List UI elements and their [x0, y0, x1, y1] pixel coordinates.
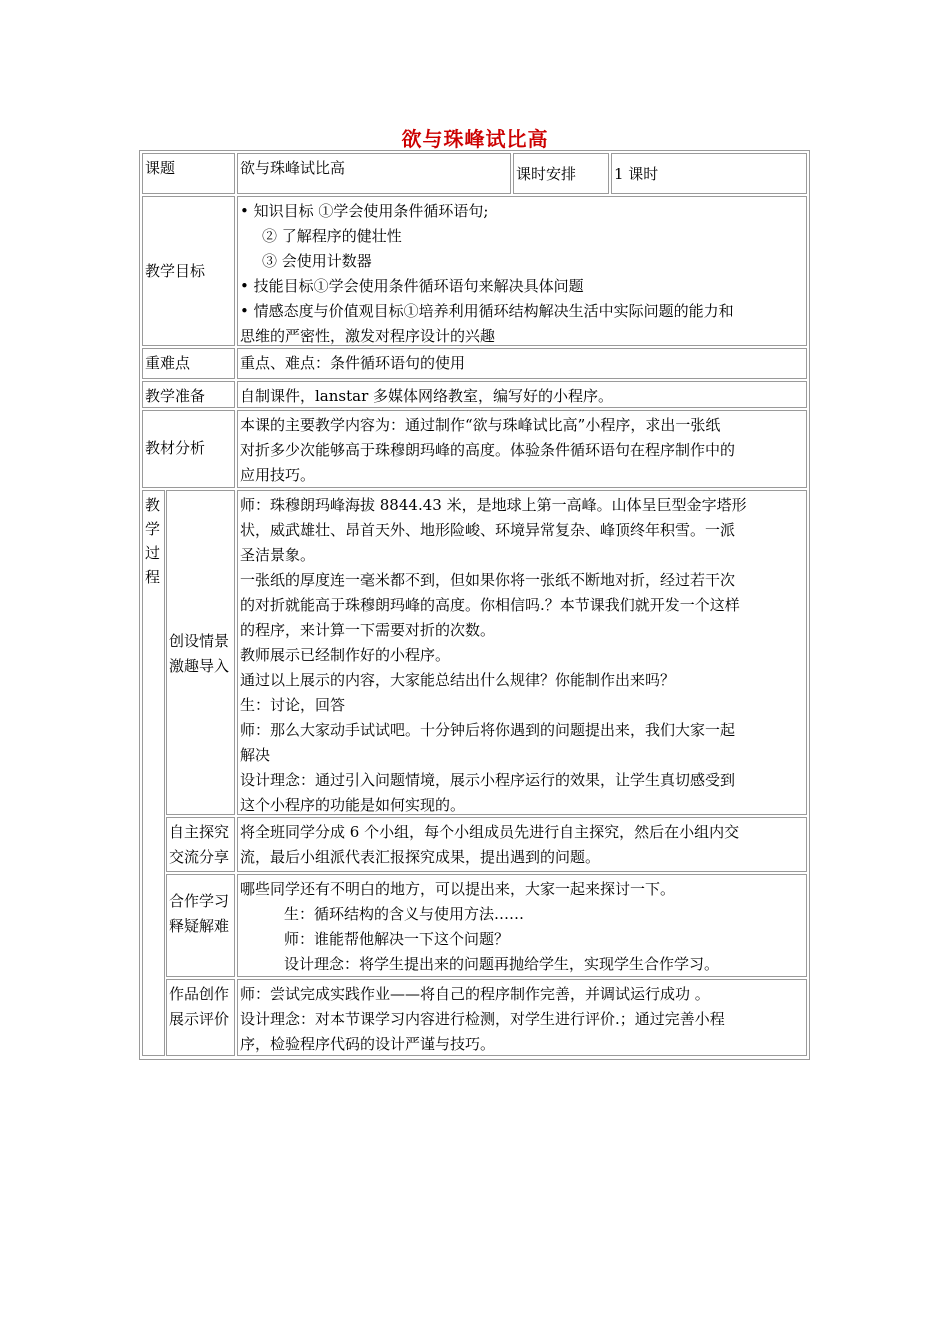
topic-value: 欲与珠峰试比高	[240, 159, 346, 177]
goal-line: • 技能目标①学会使用条件循环语句来解决具体问题	[240, 277, 584, 295]
stage-name: 激趣导入	[169, 657, 230, 675]
key-value: 重点、难点：条件循环语句的使用	[240, 354, 466, 372]
stage-line: 的程序，来计算一下需要对折的次数。	[240, 621, 496, 639]
stage-line: 将全班同学分成 6 个小组，每个小组成员先进行自主探究，然后在小组内交	[240, 823, 740, 841]
goal-line: 思维的严密性，激发对程序设计的兴趣	[240, 327, 496, 345]
stage-name: 释疑解难	[169, 917, 230, 935]
prep-value: 自制课件，lanstar 多媒体网络教室，编写好的小程序。	[240, 387, 614, 405]
stage-name: 合作学习	[169, 892, 230, 910]
key-value-cell	[237, 348, 807, 379]
analysis-line: 对折多少次能够高于珠穆朗玛峰的高度。体验条件循环语句在程序制作中的	[240, 441, 736, 459]
stage-line: 解决	[240, 746, 271, 764]
process-label: 教学过程	[145, 496, 161, 586]
stage-line: 序，检验程序代码的设计严谨与技巧。	[240, 1035, 496, 1053]
schedule-label: 课时安排	[516, 165, 577, 183]
stage-name: 展示评价	[169, 1010, 230, 1028]
goals-content-cell	[237, 196, 807, 346]
stage-name: 交流分享	[169, 848, 230, 866]
stage-line: 师：珠穆朗玛峰海拔 8844.43 米，是地球上第一高峰。山体呈巨型金字塔形	[240, 496, 747, 514]
stage-line: 师：那么大家动手试试吧。十分钟后将你遇到的问题提出来，我们大家一起	[240, 721, 736, 739]
stage-line: 的对折就能高于珠穆朗玛峰的高度。你相信吗.？本节课我们就开发一个这样	[240, 596, 740, 614]
prep-label: 教学准备	[145, 387, 206, 405]
process-label-cell	[142, 490, 165, 1056]
key-label-cell	[142, 348, 235, 379]
stage-line: 教师展示已经制作好的小程序。	[240, 646, 451, 664]
stage-content-cell	[237, 874, 807, 977]
stage-line: 这个小程序的功能是如何实现的。	[240, 796, 466, 814]
stage-content-cell	[237, 490, 807, 815]
goal-line: ③ 会使用计数器	[262, 252, 372, 270]
prep-label-cell	[142, 381, 235, 408]
stage-line: 设计理念：通过引入问题情境，展示小程序运行的效果，让学生真切感受到	[240, 771, 736, 789]
stage-name: 作品创作	[169, 985, 230, 1003]
stage-line: 设计理念：对本节课学习内容进行检测，对学生进行评价.；通过完善小程	[240, 1010, 725, 1028]
topic-value-cell	[237, 153, 511, 194]
analysis-content-cell	[237, 410, 807, 488]
goal-line: • 情感态度与价值观目标①培养利用循环结构解决生活中实际问题的能力和	[240, 302, 734, 320]
schedule-value: 1 课时	[614, 165, 659, 183]
schedule-value-cell	[611, 153, 807, 194]
stage-name: 自主探究	[169, 823, 230, 841]
analysis-label-cell	[142, 410, 235, 488]
key-label: 重难点	[145, 354, 191, 372]
stage-line: 生：讨论，回答	[240, 696, 346, 714]
document-title: 欲与珠峰试比高	[401, 127, 549, 151]
topic-label: 课题	[145, 159, 176, 177]
stage-name: 创设情景	[169, 632, 230, 650]
goal-line: • 知识目标 ①学会使用条件循环语句;	[240, 202, 489, 220]
stage-line: 生：循环结构的含义与使用方法……	[284, 905, 525, 923]
prep-value-cell	[237, 381, 807, 408]
stage-line: 流，最后小组派代表汇报探究成果，提出遇到的问题。	[240, 848, 601, 866]
stage-content-cell	[237, 817, 807, 872]
stage-line: 通过以上展示的内容，大家能总结出什么规律？你能制作出来吗？	[240, 671, 676, 689]
analysis-line: 本课的主要教学内容为：通过制作“欲与珠峰试比高”小程序，求出一张纸	[240, 416, 721, 434]
goals-label-cell	[142, 196, 235, 346]
analysis-line: 应用技巧。	[240, 466, 316, 484]
stage-name-cell	[166, 817, 235, 872]
stage-line: 设计理念：将学生提出来的问题再抛给学生，实现学生合作学习。	[284, 955, 720, 973]
schedule-label-cell	[513, 153, 609, 194]
goal-line: ② 了解程序的健壮性	[262, 227, 402, 245]
stage-name-cell	[166, 979, 235, 1056]
stage-line: 师：尝试完成实践作业——将自己的程序制作完善，并调试运行成功 。	[240, 985, 710, 1003]
goals-label: 教学目标	[145, 262, 206, 280]
topic-label-cell	[142, 153, 235, 194]
stage-name-cell	[166, 874, 235, 977]
stage-line: 师：谁能帮他解决一下这个问题？	[284, 930, 510, 948]
stage-line: 哪些同学还有不明白的地方，可以提出来，大家一起来探讨一下。	[240, 880, 676, 898]
stage-content-cell	[237, 979, 807, 1056]
stage-line: 一张纸的厚度连一毫米都不到，但如果你将一张纸不断地对折，经过若干次	[240, 571, 736, 589]
analysis-label: 教材分析	[145, 439, 206, 457]
stage-line: 状，威武雄壮、昂首天外、地形险峻、环境异常复杂、峰顶终年积雪。一派	[240, 521, 736, 539]
stage-name-cell	[166, 490, 235, 815]
stage-line: 圣洁景象。	[240, 546, 316, 564]
